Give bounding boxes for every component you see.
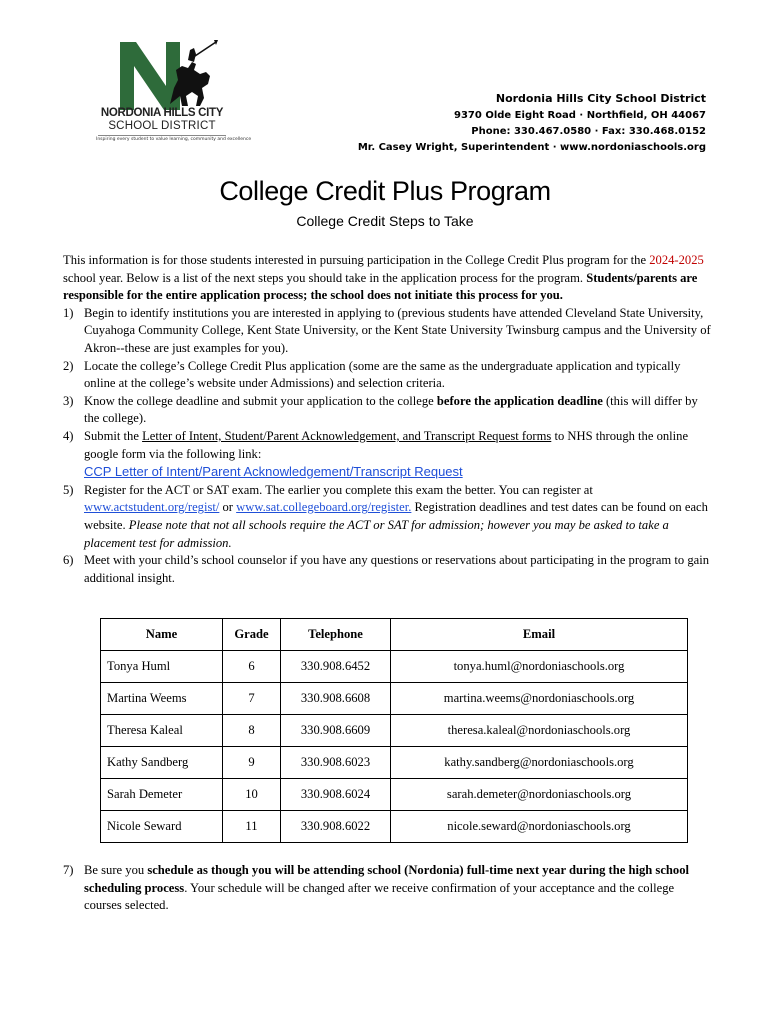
cell-email: tonya.huml@nordoniaschools.org xyxy=(391,651,688,683)
district-header xyxy=(358,90,706,156)
table-row xyxy=(101,811,688,843)
counselor-table xyxy=(100,618,688,843)
step-7-block xyxy=(63,862,713,915)
intro-responsibility: Students/parents are responsible for the entire application process; the school does not initiate this process for you. xyxy=(63,270,698,303)
cell-name: Sarah Demeter xyxy=(101,779,223,811)
cell-phone: 330.908.6022 xyxy=(281,811,391,843)
logo-tagline: Inspiring every student to value learning, community and excellence xyxy=(96,137,252,142)
district-superintendent: Mr. Casey Wright, Superintendent · www.nordoniaschools.org xyxy=(357,142,706,153)
forms-reference: Letter of Intent, Student/Parent Acknowledgement, and Transcript Request forms xyxy=(142,428,552,443)
sat-register-link[interactable]: www.sat.collegeboard.org/register. xyxy=(236,500,412,515)
step-text: Meet with your child’s school counselor if you have any questions or reservations about participating in the program to gain additional insight. xyxy=(84,553,709,585)
step-1 xyxy=(63,305,713,358)
cell-grade: 10 xyxy=(223,779,281,811)
header-grade: Grade xyxy=(223,619,281,651)
step-number: 3) xyxy=(63,393,74,408)
table-row xyxy=(101,779,688,811)
step-text: Locate the college’s College Credit Plus application (some are the same as the undergraduate application and typically online at the college’s website under Admissions) and selection criteria. xyxy=(84,358,681,391)
step-text: Be sure you xyxy=(84,863,148,877)
step-2 xyxy=(63,358,713,393)
document-body xyxy=(63,252,713,587)
act-register-link[interactable]: www.actstudent.org/regist/ xyxy=(84,500,220,515)
header-email: Email xyxy=(391,619,688,651)
intro-text-2: school year. Below is a list of the next steps you should take in the application process for the program. xyxy=(63,270,587,285)
cell-email: kathy.sandberg@nordoniaschools.org xyxy=(391,747,688,779)
ccp-form-link[interactable]: CCP Letter of Intent/Parent Acknowledgement/Transcript Request xyxy=(84,464,463,480)
step-6 xyxy=(63,552,713,587)
header-name: Name xyxy=(101,619,223,651)
step-number: 2) xyxy=(63,358,74,373)
table-row xyxy=(101,747,688,779)
page-title: College Credit Plus Program xyxy=(219,176,551,206)
step-number: 7) xyxy=(63,863,74,877)
step-text: Submit the xyxy=(84,428,143,443)
cell-phone: 330.908.6024 xyxy=(281,779,391,811)
cell-email: sarah.demeter@nordoniaschools.org xyxy=(391,779,688,811)
logo-divider xyxy=(98,135,226,136)
page-subtitle: College Credit Steps to Take xyxy=(296,213,474,229)
cell-grade: 8 xyxy=(223,715,281,747)
step-text-after: (this will differ by the college). xyxy=(84,393,698,426)
step-number: 6) xyxy=(63,553,74,568)
step-emphasis: schedule as though you will be attending school (Nordonia) full-time next year during the high school scheduling process xyxy=(84,863,690,895)
header-phone: Telephone xyxy=(281,619,391,651)
table-row xyxy=(101,683,688,715)
step-text-after: Registration deadlines and test dates can be found on each website. xyxy=(84,500,708,532)
step-text-after: to NHS through the online google form via the following link: xyxy=(84,428,689,461)
step-text-after: . Your schedule will be changed after we receive confirmation of your acceptance and the college courses selected. xyxy=(84,880,675,913)
cell-phone: 330.908.6608 xyxy=(281,683,391,715)
cell-grade: 11 xyxy=(223,811,281,843)
cell-name: Tonya Huml xyxy=(101,651,223,683)
table-row xyxy=(101,651,688,683)
district-logo xyxy=(96,38,252,158)
cell-email: theresa.kaleal@nordoniaschools.org xyxy=(391,715,688,747)
step-note: Please note that not all schools require the ACT or SAT for admission; however you may be asked to take a placement test for admission. xyxy=(84,517,669,550)
step-text: Begin to identify institutions you are interested in applying to (previous students have attended Cleveland State University, Cuyahoga Community College, Kent State University, or the Kent State University Twinsburg campus and the University of Akron--these are just examples for you). xyxy=(84,305,711,355)
logo-name-line1: NORDONIA HILLS CITY xyxy=(100,107,224,119)
cell-grade: 9 xyxy=(223,747,281,779)
cell-name: Kathy Sandberg xyxy=(101,747,223,779)
cell-phone: 330.908.6452 xyxy=(281,651,391,683)
step-text-or: or xyxy=(219,500,237,515)
step-emphasis: before the application deadline xyxy=(436,393,603,408)
cell-name: Theresa Kaleal xyxy=(101,715,223,747)
step-number: 5) xyxy=(63,482,74,497)
cell-phone: 330.908.6023 xyxy=(281,747,391,779)
cell-email: nicole.seward@nordoniaschools.org xyxy=(391,811,688,843)
cell-grade: 7 xyxy=(223,683,281,715)
district-name: Nordonia Hills City School District xyxy=(495,92,706,105)
cell-name: Martina Weems xyxy=(101,683,223,715)
district-address: 9370 Olde Eight Road · Northfield, OH 44067 xyxy=(454,110,706,121)
step-number: 4) xyxy=(63,428,74,443)
cell-phone: 330.908.6609 xyxy=(281,715,391,747)
table-header-row xyxy=(101,619,688,651)
school-year: 2024-2025 xyxy=(649,253,704,267)
step-3 xyxy=(63,393,713,428)
cell-grade: 6 xyxy=(223,651,281,683)
step-5 xyxy=(63,482,713,552)
intro-text-1: This information is for those students interested in pursuing participation in the College Credit Plus program for the xyxy=(63,253,650,267)
district-phone: Phone: 330.467.0580 · Fax: 330.468.0152 xyxy=(471,126,706,137)
logo-name-line2: SCHOOL DISTRICT xyxy=(108,120,216,132)
logo-monogram-icon xyxy=(118,40,218,112)
table-row xyxy=(101,715,688,747)
intro-paragraph xyxy=(63,252,713,305)
cell-email: martina.weems@nordoniaschools.org xyxy=(391,683,688,715)
step-text: Know the college deadline and submit your application to the college xyxy=(84,393,437,408)
step-text: Register for the ACT or SAT exam. The earlier you complete this exam the better. You can register at xyxy=(84,482,593,497)
step-number: 1) xyxy=(63,305,74,320)
step-4 xyxy=(63,428,713,482)
step-7 xyxy=(63,862,713,915)
cell-name: Nicole Seward xyxy=(101,811,223,843)
